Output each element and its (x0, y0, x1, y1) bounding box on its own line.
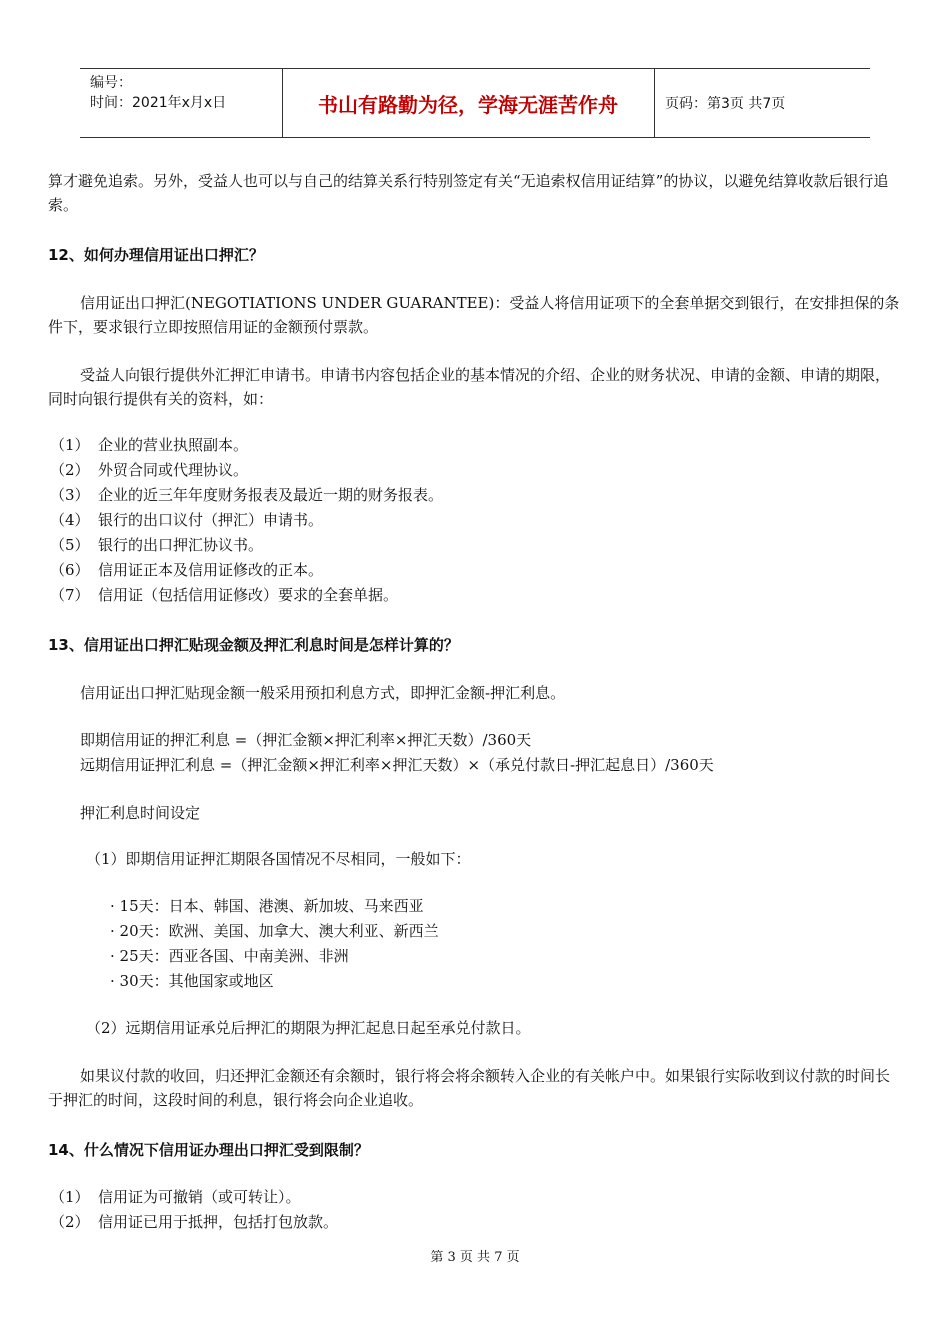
header-page-info: 页码：第3页 共7页 (665, 96, 786, 112)
list-item-text: 信用证正本及信用证修改的正本。 (98, 561, 324, 579)
section-13-para-1: 信用证出口押汇贴现金额一般采用预扣利息方式，即押汇金额-押汇利息。 (80, 684, 566, 702)
list-item-text: 银行的出口议付（押汇）申请书。 (98, 511, 324, 529)
section-14-heading: 14、什么情况下信用证办理出口押汇受到限制？ (48, 1141, 369, 1159)
header-divider (654, 69, 655, 137)
list-item-text: 外贸合同或代理协议。 (98, 461, 249, 479)
list-item-number: （6） (50, 561, 90, 579)
number-label: 编号： (90, 75, 132, 91)
point-2: （2）远期信用证承兑后押汇的期限为押汇起息日起至承兑付款日。 (86, 1019, 531, 1037)
interest-time-subheading: 押汇利息时间设定 (80, 804, 201, 822)
country-days-item: · 30天：其他国家或地区 (110, 972, 274, 990)
country-days-item: · 15天：日本、韩国、港澳、新加坡、马来西亚 (110, 897, 424, 915)
page-footer: 第 3 页 共 7 页 (430, 1250, 520, 1265)
header-meta (90, 73, 226, 113)
list-item-number: （2） (50, 1213, 90, 1231)
intro-paragraph: 算才避免追索。另外，受益人也可以与自己的结算关系行特别签定有关“无追索权信用证结算”的协议，以避免结算收款后银行追索。 (48, 172, 889, 214)
header-motto: 书山有路勤为径，学海无涯苦作舟 (318, 92, 618, 117)
list-item-text: 信用证为可撤销（或可转让）。 (98, 1188, 301, 1206)
list-item-text: 企业的营业执照副本。 (98, 436, 249, 454)
list-item-number: （5） (50, 536, 90, 554)
point-1: （1）即期信用证押汇期限各国情况不尽相同，一般如下： (86, 850, 471, 868)
list-item-text: 银行的出口押汇协议书。 (98, 536, 264, 554)
formula-sight: 即期信用证的押汇利息 =（押汇金额×押汇利率×押汇天数）/360天 (80, 731, 532, 749)
page-header (80, 68, 870, 138)
section-12-heading: 12、如何办理信用证出口押汇？ (48, 246, 264, 264)
section-13-heading: 13、信用证出口押汇贴现金额及押汇利息时间是怎样计算的？ (48, 636, 459, 654)
list-item-number: （7） (50, 586, 90, 604)
list-item-number: （2） (50, 461, 90, 479)
list-item-number: （4） (50, 511, 90, 529)
list-item-number: （3） (50, 486, 90, 504)
list-item-number: （1） (50, 436, 90, 454)
section-12-para-1: 信用证出口押汇(NEGOTIATIONS UNDER GUARANTEE)：受益人将信用证项下的全套单据交到银行，在安排担保的条件下，要求银行立即按照信用证的金额预付票款。 (48, 294, 900, 336)
country-days-item: · 25天：西亚各国、中南美洲、非洲 (110, 947, 349, 965)
country-days-item: · 20天：欧洲、美国、加拿大、澳大利亚、新西兰 (110, 922, 439, 940)
list-item-number: （1） (50, 1188, 90, 1206)
list-item-text: 信用证已用于抵押，包括打包放款。 (98, 1213, 339, 1231)
time-label: 时间：2021年x月x日 (90, 95, 227, 111)
section-12-para-2: 受益人向银行提供外汇押汇申请书。申请书内容包括企业的基本情况的介绍、企业的财务状况、申请的金额、申请的期限，同时向银行提供有关的资料，如： (48, 366, 891, 408)
section-13-para-last: 如果议付款的收回，归还押汇金额还有余额时，银行将会将余额转入企业的有关帐户中。如果银行实际收到议付款的时间长于押汇的时间，这段时间的利息，银行将会向企业追收。 (48, 1067, 891, 1109)
list-item-text: 信用证（包括信用证修改）要求的全套单据。 (98, 586, 399, 604)
list-item-text: 企业的近三年年度财务报表及最近一期的财务报表。 (98, 486, 444, 504)
formula-usance: 远期信用证押汇利息 =（押汇金额×押汇利率×押汇天数）×（承兑付款日-押汇起息日）/360天 (80, 756, 714, 774)
